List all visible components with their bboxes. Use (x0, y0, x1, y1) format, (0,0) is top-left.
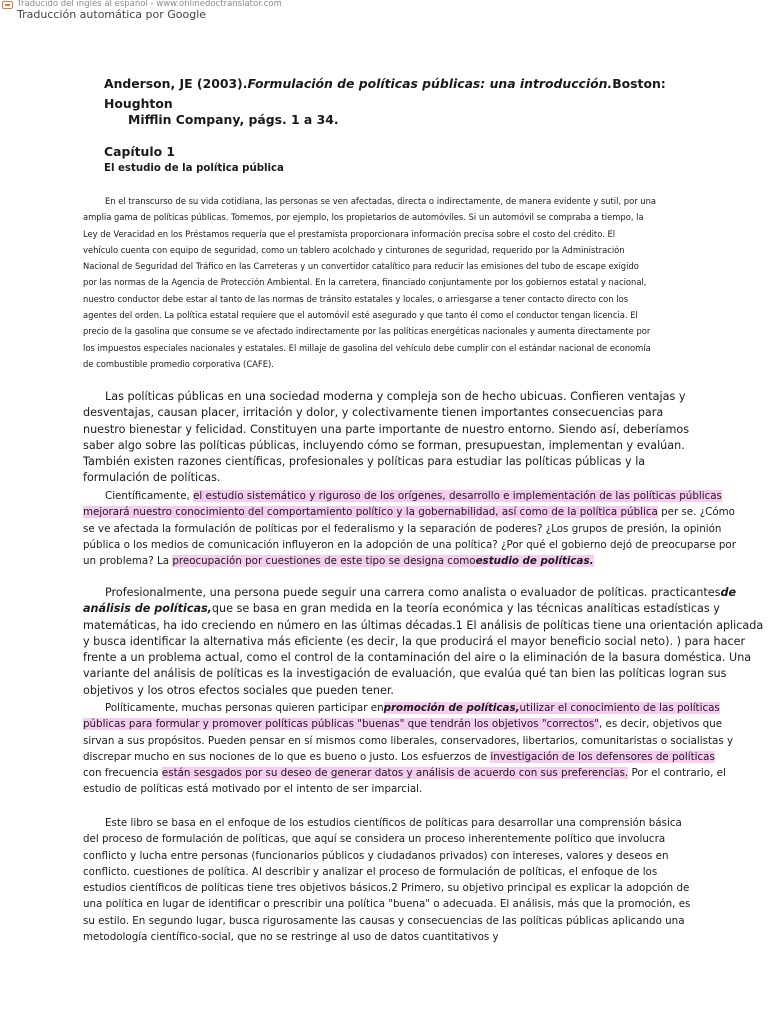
text-line: amplia gama de políticas públicas. Tomemos, por ejemplo, los propietarios de automóviles. Si un automóvil se compraba a tiempo, la (83, 212, 644, 223)
text-segment: , es decir, objetivos que (599, 718, 723, 731)
paragraph-2 (83, 389, 688, 487)
text-line: desventajas, causan placer, irritación y dolor, y colectivamente tienen importantes consecuencias para (83, 406, 664, 420)
translator-banner-subtitle: Traducción automática por Google (17, 8, 207, 21)
text-line (83, 504, 735, 520)
emphasis: promoción de políticas, (383, 702, 520, 714)
emphasis: estudio de políticas. (475, 555, 594, 568)
text-line: de combustible promedio corporativa (CAFE). (83, 358, 274, 369)
text-line: su estilo. En segundo lugar, busca rigurosamente las causas y consecuencias de las políticas públicas aplicando una (83, 914, 685, 927)
text-segment: discrepar mucho en sus nociones de lo que es bueno o justo. Los esfuerzos de (83, 750, 491, 763)
paragraph-6 (83, 815, 691, 945)
text-line: Nacional de Seguridad del Tráfico en las Carreteras y un convertidor catalítico para reducir las emisiones del tubo de escape exigido (83, 261, 639, 272)
text-line (83, 488, 722, 504)
text-line (83, 585, 737, 601)
emphasis: análisis de políticas, (83, 602, 212, 616)
text-segment: utilizar el conocimiento de las políticas (519, 702, 720, 714)
citation-place: Boston: Houghton (104, 76, 666, 111)
text-segment: Científicamente, (105, 490, 194, 502)
text-segment: Políticamente, muchas personas quieren participar en (105, 702, 384, 714)
text-line: sirvan a sus propósitos. Pueden pensar en sí mismos como liberales, conservadores, libertarios, comunitaristas o socialistas y (83, 734, 734, 747)
text-line: conflicto. cuestiones de política. Al describir y analizar el proceso de formulación de políticas, el enfoque de los (83, 865, 658, 878)
highlight: el estudio sistemático y riguroso de los orígenes, desarrollo e implementación de las políticas públicas (193, 490, 722, 502)
text-line: por las normas de la Agencia de Protección Ambiental. En la carretera, financiado conjuntamente por los gobiernos estatal y nacional, (83, 277, 647, 288)
text-line: Las políticas públicas en una sociedad moderna y compleja son de hecho ubicuas. Confieren ventajas y (105, 390, 686, 403)
text-line: También existen razones científicas, profesionales y políticas para estudiar las políticas públicas y la (83, 455, 646, 469)
translator-logo-icon (2, 1, 13, 9)
text-line: formulación de políticas. (83, 471, 221, 485)
text-line (83, 601, 720, 617)
text-segment: Profesionalmente, una persona puede seguir una carrera como analista o evaluador de políticas. practicantes (105, 586, 721, 599)
text-line: estudio de políticas está motivado por el intento de ser imparcial. (83, 783, 423, 796)
highlight: públicas para formular y promover políticas públicas "buenas" que tendrán los objetivos "correctos" (83, 718, 600, 731)
translator-banner (0, 0, 768, 22)
text-line: variante del análisis de políticas es la investigación de evaluación, que evalúa qué tan bien las políticas logran sus (83, 667, 727, 681)
text-line: En el transcurso de su vida cotidiana, las personas se ven afectadas, directa o indirectamente, de manera evidente y sutil, por una (105, 196, 657, 206)
text-line: metodología científico-social, que no se restringe al uso de datos cuantitativos y (83, 931, 499, 944)
citation-line-1 (104, 74, 724, 114)
text-line: y busca identificar la alternativa más eficiente (es decir, la que producirá el mayor beneficio social neto). ) para hacer (83, 634, 746, 648)
text-line: los impuestos especiales nacionales y estatales. El millaje de gasolina del vehículo debe cumplir con el estándar nacional de economía (83, 342, 651, 353)
text-line: vehículo cuenta con equipo de seguridad, como un tablero acolchado y cinturones de seguridad, requerido por la Administración (83, 244, 625, 255)
text-line: una política en lugar de identificar o prescribir una política "buena" o adecuada. El análisis, más que la promoción, es (83, 898, 691, 911)
citation (104, 74, 724, 127)
text-line: del proceso de formulación de políticas, que aquí se considera un proceso inherentemente político que involucra (83, 833, 666, 846)
chapter-subtitle: El estudio de la política pública (104, 163, 284, 174)
text-line: Ley de Veracidad en los Préstamos requería que el prestamista proporcionara información precisa sobre el costo del crédito. El (83, 228, 616, 239)
text-line: se ve afectada la formulación de políticas por el federalismo y la separación de poderes? ¿Los grupos de presión, la opinión (83, 522, 722, 535)
text-line: matemáticas, ha ido creciendo en número en las últimas décadas.1 El análisis de políticas tiene una orientación aplicada (83, 618, 764, 632)
text-line (83, 749, 715, 765)
paragraph-5 (83, 700, 734, 798)
text-segment: un problema? La (83, 555, 173, 568)
text-segment: que se basa en gran medida en la teoría económica y las técnicas analíticas estadísticas y (211, 602, 720, 616)
text-line: agentes del orden. La política estatal requiere que el automóvil esté asegurado y que tanto él como el conductor tengan licencia. El (83, 310, 638, 321)
text-line: Este libro se basa en el enfoque de los estudios científicos de políticas para desarrollar una comprensión básica (105, 817, 682, 829)
text-segment: Por el contrario, el (628, 767, 726, 780)
paragraph-4 (83, 585, 764, 699)
text-line: saber algo sobre las políticas públicas, incluyendo cómo se forman, presupuestan, implementan y evalúan. (83, 438, 685, 452)
highlight (172, 555, 593, 567)
text-line (83, 553, 688, 569)
text-line: nuestro bienestar y felicidad. Constituyen una parte importante de nuestro entorno. Siendo así, deberíamos (83, 422, 690, 436)
chapter-title: Capítulo 1 (104, 144, 176, 159)
text-segment: preocupación por cuestiones de este tipo se designa como (172, 555, 476, 568)
highlight: mejorará nuestro conocimiento del comportamiento político y la gobernabilidad, así como de la política pública (83, 506, 658, 519)
paragraph-1 (83, 193, 683, 372)
emphasis: de (720, 586, 737, 599)
highlight: están sesgados por su deseo de generar datos y análisis de acuerdo con sus preferencias. (161, 767, 629, 780)
text-segment: per se. ¿Cómo (657, 506, 735, 519)
text-line (83, 700, 720, 716)
citation-line-2: Mifflin Company, págs. 1 a 34. (128, 112, 339, 127)
highlight: investigación de los defensores de políticas (490, 750, 715, 763)
text-line: frente a un problema actual, como el control de la contaminación del aire o la eliminación de la basura doméstica. Una (83, 651, 752, 665)
text-line (83, 716, 723, 732)
paragraph-3 (83, 488, 736, 569)
highlight (384, 702, 720, 714)
citation-title: Formulación de políticas públicas: una introducción. (247, 76, 613, 91)
text-line (83, 765, 726, 781)
text-line: precio de la gasolina que consume se ve afectado indirectamente por las políticas energéticas nacionales y aumenta directamente por (83, 326, 651, 337)
text-segment: con frecuencia (83, 767, 162, 780)
translator-banner-link[interactable]: Traducido del inglés al español - www.onlinedoctranslator.com (17, 0, 282, 9)
text-line: estudios científicos de políticas tiene tres objetivos básicos.2 Primero, su objetivo principal es explicar la adopción de (83, 882, 690, 895)
text-line: nuestro conductor debe estar al tanto de las normas de tránsito estatales y locales, o arriesgarse a tener contacto directo con los (83, 293, 629, 304)
citation-author: Anderson, JE (2003). (104, 76, 248, 91)
text-line: objetivos y los otros efectos sociales que pueden tener. (83, 683, 394, 697)
text-line: conflicto y lucha entre personas (funcionarios públicos y ciudadanos privados) con intereses, valores y deseos en (83, 849, 669, 862)
text-line: pública o los medios de comunicación influyeron en la adopción de una política? ¿Por qué el gobierno dejó de preocuparse por (83, 538, 736, 551)
